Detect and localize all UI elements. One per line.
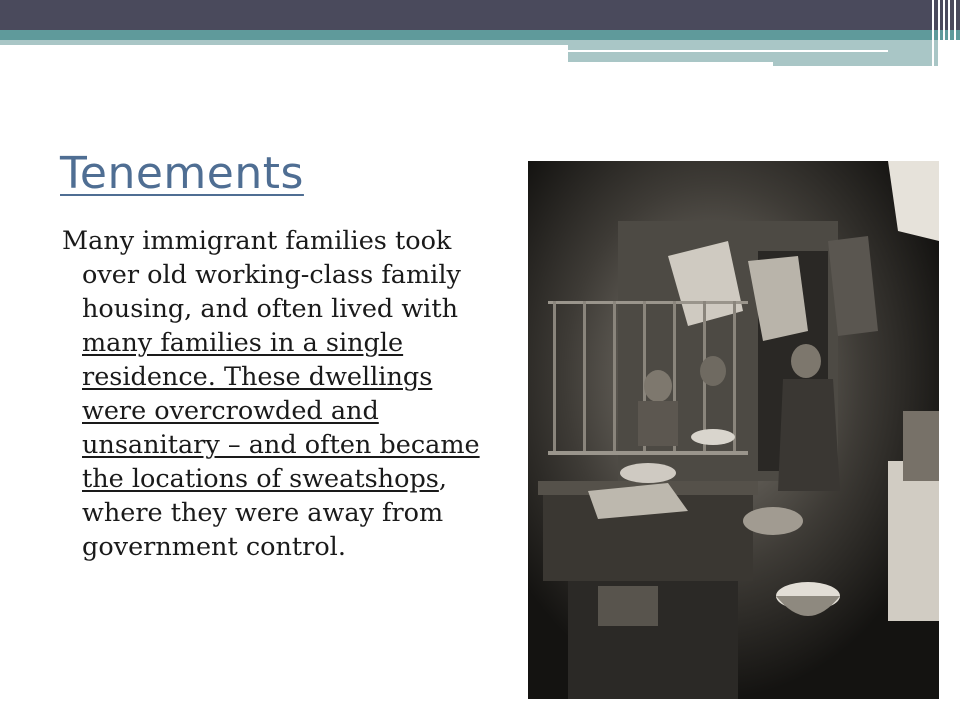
banner-tab-line <box>568 62 773 66</box>
photo-illustration <box>528 161 939 699</box>
banner-tab-line <box>568 50 888 52</box>
tenement-interior-photo <box>528 161 939 699</box>
banner-stripes <box>930 0 960 66</box>
body-link[interactable]: many families in a single residence. These dwellings were overcrowded and unsanitary – and often became the locations of sweatshops <box>82 328 480 494</box>
banner-light-bar <box>0 40 568 45</box>
slide-title: Tenements <box>60 148 304 199</box>
banner-dark-bar <box>0 0 960 30</box>
banner-teal-bar <box>0 30 960 40</box>
header-banner <box>0 0 960 66</box>
body-text-part: , where they were away from government control. <box>82 464 447 562</box>
body-text-part: Many immigrant families took over old working-class family housing, and often lived with <box>62 226 461 324</box>
slide-body <box>62 224 502 564</box>
